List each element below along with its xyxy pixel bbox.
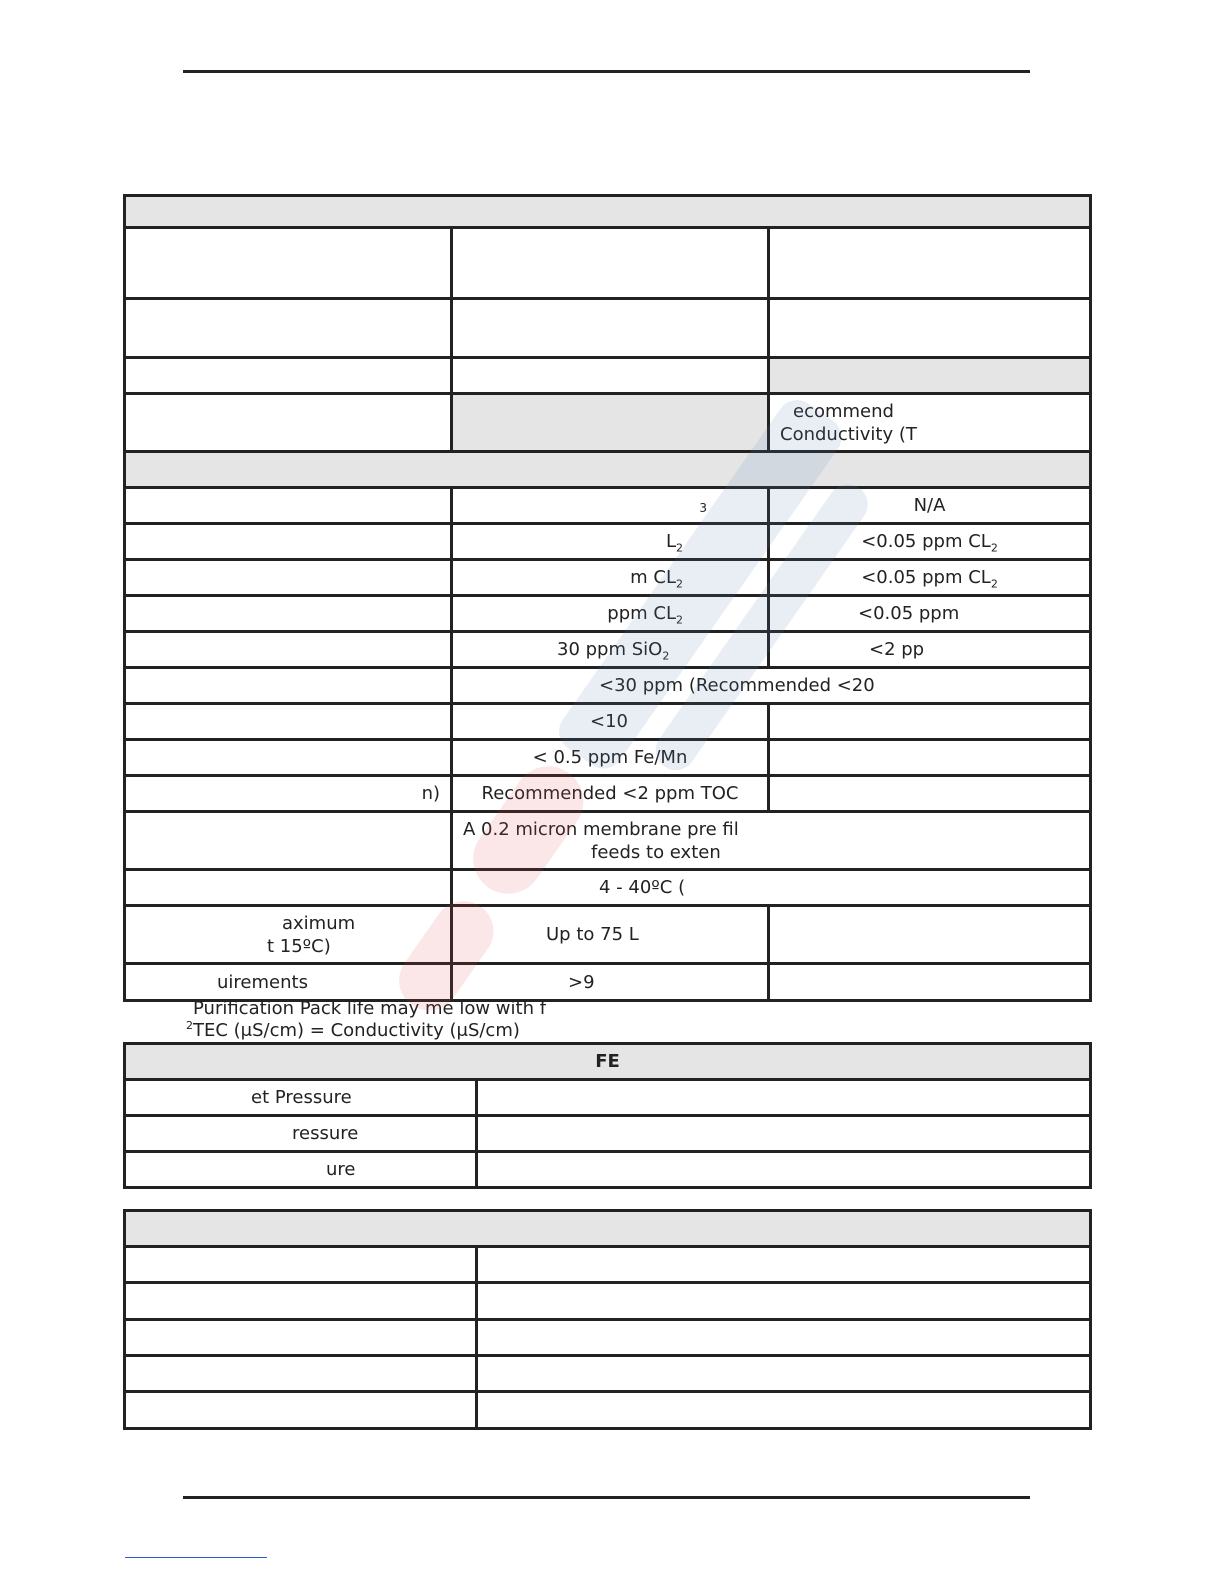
value-subscript: 2	[676, 577, 683, 591]
row-label	[125, 740, 452, 776]
row-label	[125, 560, 452, 596]
table-row	[125, 632, 1091, 668]
row-label	[125, 596, 452, 632]
table-row	[125, 560, 1091, 596]
table-cell	[769, 358, 1091, 394]
value-subscript: 2	[676, 541, 683, 555]
value-cell: <0.05 ppm	[769, 596, 1091, 632]
value-text: m CL	[630, 567, 676, 588]
value-cell	[477, 1152, 1091, 1188]
value-text: 30 ppm SiO	[557, 639, 663, 660]
table-cell	[452, 228, 769, 299]
value-cell	[477, 1392, 1091, 1429]
table-header: FE	[125, 1044, 1091, 1080]
value-cell	[452, 596, 769, 632]
value-cell	[769, 524, 1091, 560]
table-cell	[769, 394, 1091, 452]
value-cell	[769, 776, 1091, 812]
dimensions-table	[123, 1209, 1092, 1430]
table-row	[125, 668, 1091, 704]
table-cell	[125, 299, 452, 358]
value-cell: < 0.5 ppm Fe/Mn	[452, 740, 769, 776]
cell-text: aximum	[282, 912, 356, 934]
value-cell	[452, 524, 769, 560]
table-row	[125, 740, 1091, 776]
value-text: ppm CL	[607, 603, 676, 624]
value-subscript: 2	[662, 649, 670, 663]
value-cell: N/A	[769, 488, 1091, 524]
table-row	[125, 812, 1091, 870]
value-cell: <10	[452, 704, 769, 740]
value-cell: Recommended <2 ppm TOC	[452, 776, 769, 812]
value-text: L	[665, 531, 676, 552]
footnote-2	[186, 1020, 546, 1042]
table-row	[125, 1152, 1091, 1188]
value-cell	[769, 560, 1091, 596]
footnote-1: Purification Pack life may me low with f	[193, 998, 547, 1019]
table-row	[125, 906, 1091, 964]
value-cell	[477, 1356, 1091, 1392]
row-label: et Pressure	[125, 1080, 477, 1116]
value-cell	[769, 704, 1091, 740]
table-row	[125, 1320, 1091, 1356]
row-label	[125, 668, 452, 704]
footnote-text: TEC (μS/cm) = Conductivity (μS/cm)	[193, 1020, 520, 1041]
table-cell	[452, 394, 769, 452]
row-label	[125, 1392, 477, 1429]
cell-text: t 15ºC)	[267, 935, 331, 957]
row-label	[125, 524, 452, 560]
value-subscript: 2	[676, 613, 683, 627]
value-cell-merged	[452, 812, 1091, 870]
row-label: ure	[125, 1152, 477, 1188]
value-cell: Up to 75 L	[452, 906, 769, 964]
row-label	[125, 1320, 477, 1356]
table-row	[125, 776, 1091, 812]
value-cell: >9	[452, 964, 769, 1001]
table-row	[125, 1392, 1091, 1429]
value-subscript: 2	[990, 577, 998, 591]
table-cell	[125, 394, 452, 452]
cell-text: Conductivity (T	[780, 423, 917, 445]
value-cell-merged: 4 - 40ºC (	[452, 870, 1091, 906]
footer-link-underline[interactable]	[125, 1557, 267, 1558]
value-cell-merged: <30 ppm (Recommended <20	[452, 668, 1091, 704]
value-cell	[452, 560, 769, 596]
table-row	[125, 1247, 1091, 1283]
row-label	[125, 488, 452, 524]
table-header	[125, 1211, 1091, 1247]
row-label	[125, 906, 452, 964]
table-row	[125, 524, 1091, 560]
table-row	[125, 596, 1091, 632]
cell-text: feeds to exten	[591, 841, 721, 863]
value-cell	[477, 1320, 1091, 1356]
value-cell: 3	[452, 488, 769, 524]
table-row	[125, 488, 1091, 524]
table-row	[125, 1283, 1091, 1320]
row-label	[125, 1356, 477, 1392]
value-cell	[769, 740, 1091, 776]
section-header-row	[125, 452, 1091, 488]
footnote-marker: 2	[186, 1019, 193, 1032]
header-rule	[183, 70, 1030, 73]
row-label	[125, 1283, 477, 1320]
value-cell	[452, 632, 769, 668]
footer-rule	[183, 1496, 1030, 1499]
row-label	[125, 1247, 477, 1283]
row-label	[125, 870, 452, 906]
table-cell	[125, 228, 452, 299]
value-cell	[769, 906, 1091, 964]
value-cell: <2 pp	[769, 632, 1091, 668]
table-title-row	[125, 196, 1091, 228]
table-row	[125, 704, 1091, 740]
value-text: <0.05 ppm CL	[861, 531, 991, 552]
table-cell	[452, 358, 769, 394]
value-text: <0.05 ppm CL	[861, 567, 991, 588]
table-row	[125, 1080, 1091, 1116]
value-subscript: 2	[990, 541, 998, 555]
table-row	[125, 964, 1091, 1001]
table-cell	[769, 299, 1091, 358]
table-row	[125, 1356, 1091, 1392]
row-label: ressure	[125, 1116, 477, 1152]
row-label	[125, 704, 452, 740]
row-label: uirements	[125, 964, 452, 1001]
table-cell	[769, 228, 1091, 299]
pressure-table	[123, 1042, 1092, 1189]
footnotes	[186, 998, 546, 1042]
value-cell	[477, 1080, 1091, 1116]
table-row	[125, 1116, 1091, 1152]
value-cell	[477, 1247, 1091, 1283]
cell-text: ecommend	[793, 400, 894, 422]
value-cell	[477, 1116, 1091, 1152]
cell-text: A 0.2 micron membrane pre fil	[463, 818, 739, 840]
row-label	[125, 812, 452, 870]
row-label: n)	[125, 776, 452, 812]
table-cell	[125, 358, 452, 394]
table-row	[125, 870, 1091, 906]
feed-requirements-table	[123, 194, 1092, 1002]
value-cell	[769, 964, 1091, 1001]
row-label	[125, 632, 452, 668]
value-cell	[477, 1283, 1091, 1320]
table-cell	[452, 299, 769, 358]
